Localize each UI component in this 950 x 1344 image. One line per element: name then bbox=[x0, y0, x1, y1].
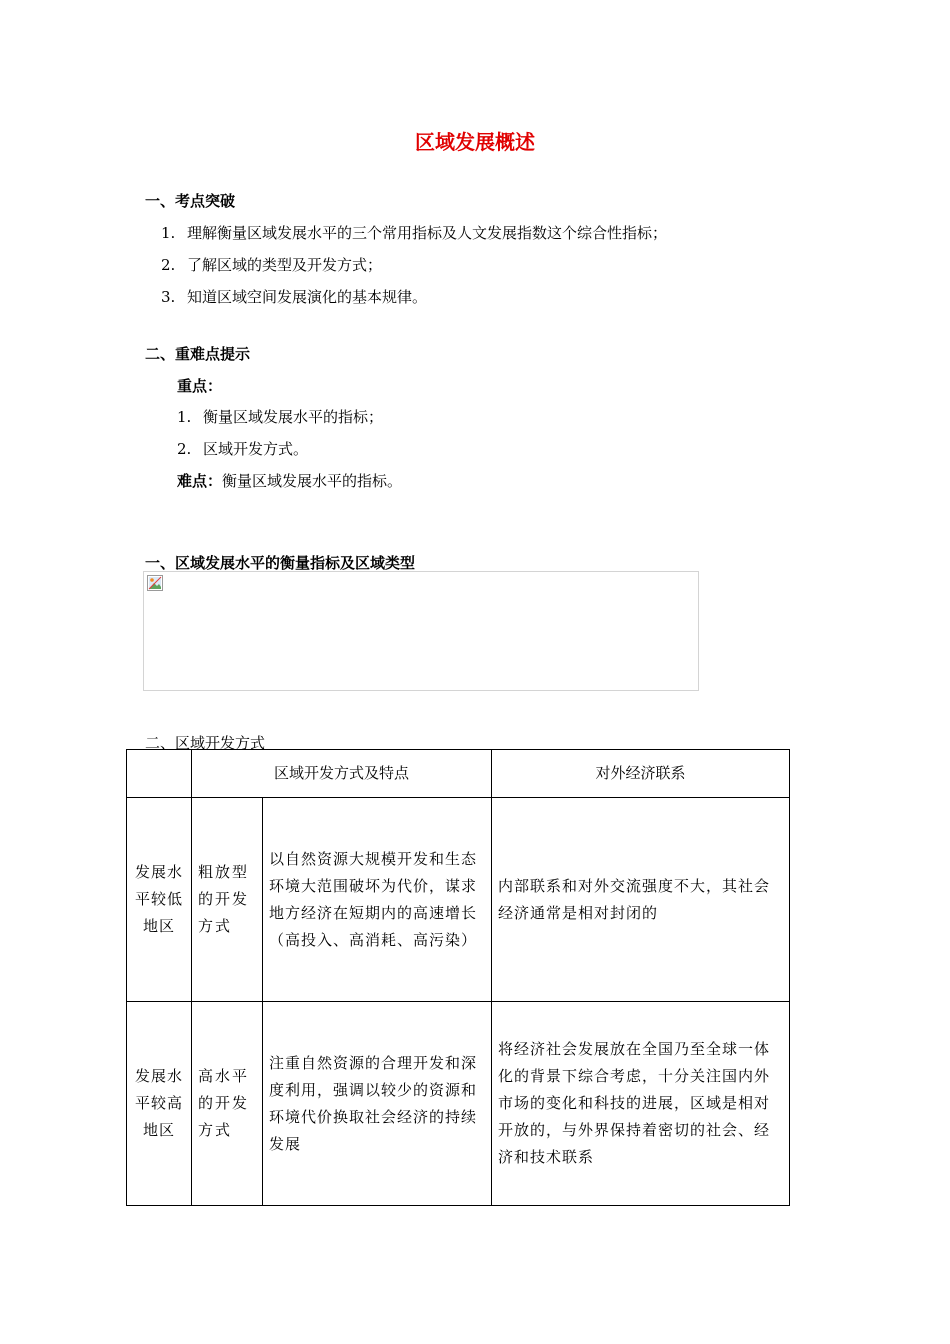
list-item bbox=[177, 438, 308, 459]
list-text: 知道区域空间发展演化的基本规律。 bbox=[187, 288, 428, 306]
development-modes-table bbox=[126, 749, 790, 1206]
list-number: 1. bbox=[161, 224, 176, 242]
table-header-row bbox=[127, 750, 790, 798]
list-text: 区域开发方式。 bbox=[203, 440, 309, 458]
part-heading-development-modes: 二、区域开发方式 bbox=[145, 734, 266, 752]
list-number: 2. bbox=[161, 256, 176, 274]
table-row bbox=[127, 798, 790, 1002]
section-heading-key-points: 一、考点突破 bbox=[145, 192, 236, 210]
section-heading-difficulties: 二、重难点提示 bbox=[145, 345, 251, 363]
table-header-cell bbox=[127, 750, 192, 798]
image-placeholder bbox=[143, 571, 699, 691]
key-label: 重点： bbox=[177, 377, 223, 395]
list-item bbox=[161, 254, 382, 275]
list-item bbox=[161, 286, 427, 307]
page-title: 区域发展概述 bbox=[415, 130, 535, 154]
region-cell: 发展水平较高地区 bbox=[127, 1002, 192, 1206]
table-header-cell: 区域开发方式及特点 bbox=[192, 750, 492, 798]
region-cell: 发展水平较低地区 bbox=[127, 798, 192, 1002]
difficulty-label: 难点： bbox=[177, 472, 223, 490]
relation-cell: 内部联系和对外交流强度不大，其社会经济通常是相对封闭的 bbox=[492, 798, 790, 1002]
list-text: 衡量区域发展水平的指标； bbox=[203, 408, 384, 426]
table-header-cell: 对外经济联系 bbox=[492, 750, 790, 798]
list-item bbox=[177, 406, 383, 427]
list-number: 3. bbox=[161, 288, 176, 306]
difficulty-line bbox=[177, 470, 402, 491]
broken-image-icon bbox=[147, 575, 163, 591]
list-number: 2. bbox=[177, 440, 192, 458]
list-text: 理解衡量区域发展水平的三个常用指标及人文发展指数这个综合性指标； bbox=[187, 224, 668, 242]
list-number: 1. bbox=[177, 408, 192, 426]
mode-cell: 高水平的开发方式 bbox=[192, 1002, 263, 1206]
list-item bbox=[161, 222, 667, 243]
table-row bbox=[127, 1002, 790, 1206]
difficulty-text: 衡量区域发展水平的指标。 bbox=[222, 472, 403, 490]
description-cell: 以自然资源大规模开发和生态环境大范围破坏为代价，谋求地方经济在短期内的高速增长（高投入、高消耗、高污染） bbox=[263, 798, 492, 1002]
description-cell: 注重自然资源的合理开发和深度利用，强调以较少的资源和环境代价换取社会经济的持续发展 bbox=[263, 1002, 492, 1206]
list-text: 了解区域的类型及开发方式； bbox=[187, 256, 383, 274]
mode-cell: 粗放型的开发方式 bbox=[192, 798, 263, 1002]
part-heading-indicators: 一、区域发展水平的衡量指标及区域类型 bbox=[145, 554, 416, 572]
relation-cell: 将经济社会发展放在全国乃至全球一体化的背景下综合考虑，十分关注国内外市场的变化和科技的进展，区域是相对开放的，与外界保持着密切的社会、经济和技术联系 bbox=[492, 1002, 790, 1206]
